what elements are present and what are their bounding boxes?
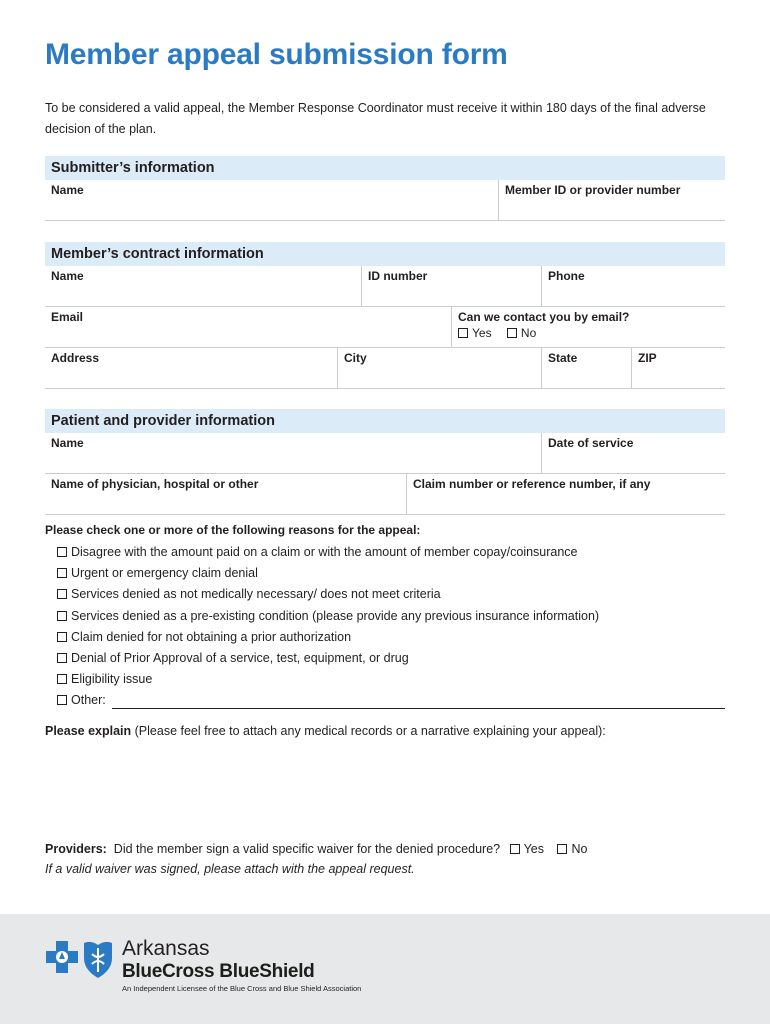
waiver-yes-checkbox[interactable]: [510, 844, 520, 854]
option-label: Yes: [523, 842, 544, 856]
form-row: [45, 474, 725, 515]
reason-checkbox[interactable]: [57, 568, 67, 578]
yes-checkbox[interactable]: [458, 328, 468, 338]
member-name-field[interactable]: [45, 266, 361, 306]
providers-question-text: Did the member sign a valid specific waiver for the denied procedure?: [106, 842, 501, 856]
brand-name: BlueCross BlueShield: [122, 961, 315, 982]
no-option: [507, 326, 542, 340]
reason-checkbox[interactable]: [57, 611, 67, 621]
reason-checkbox[interactable]: [57, 547, 67, 557]
patient-name-field[interactable]: [45, 433, 541, 473]
section-heading: Patient and provider information: [45, 409, 725, 433]
id-number-field[interactable]: [361, 266, 541, 306]
zip-field[interactable]: [631, 348, 725, 388]
address-field[interactable]: [45, 348, 337, 388]
reason-item: [57, 543, 599, 564]
patient-section: [45, 409, 725, 515]
email-field[interactable]: [45, 307, 451, 347]
form-title: Member appeal submission form: [45, 38, 508, 71]
submitter-section: [45, 156, 725, 221]
reason-label: Claim denied for not obtaining a prior authorization: [71, 629, 352, 644]
contact-options: [458, 326, 719, 340]
explain-area[interactable]: [45, 744, 725, 834]
reason-label: Denial of Prior Approval of a service, test, equipment, or drug: [71, 650, 409, 665]
providers-label: Providers:: [45, 842, 107, 856]
field-label: Address: [51, 351, 100, 365]
phone-field[interactable]: [541, 266, 725, 306]
reason-checkbox[interactable]: [57, 674, 67, 684]
form-row: [45, 180, 725, 221]
field-label: Phone: [548, 269, 585, 283]
option-label: No: [520, 326, 537, 340]
reason-label: Eligibility issue: [71, 672, 153, 687]
member-id-field[interactable]: [498, 180, 725, 220]
other-input-line[interactable]: [112, 708, 725, 709]
reasons-title: Please check one or more of the following reasons for the appeal:: [45, 523, 421, 537]
field-label: Member ID or provider number: [505, 183, 681, 197]
field-label: Name: [51, 183, 84, 197]
reason-item: [57, 564, 599, 585]
reason-item: [57, 649, 599, 670]
email-contact-field: [451, 307, 725, 347]
bcbs-logo: [44, 938, 116, 985]
reason-label: Urgent or emergency claim denial: [71, 566, 258, 581]
section-heading: Submitter’s information: [45, 156, 725, 180]
reason-item: [57, 628, 599, 649]
date-of-service-field[interactable]: [541, 433, 725, 473]
waiver-note: If a valid waiver was signed, please attach with the appeal request.: [45, 862, 415, 876]
reason-item: [57, 607, 599, 628]
brand-tagline: An Independent Licensee of the Blue Cross and Blue Shield Association: [122, 984, 362, 993]
field-label: City: [344, 351, 367, 365]
submitter-name-field[interactable]: [45, 180, 498, 220]
reason-checkbox[interactable]: [57, 653, 67, 663]
reason-checkbox[interactable]: [57, 695, 67, 705]
form-row: [45, 433, 725, 474]
yes-option: [458, 326, 498, 340]
form-row: [45, 266, 725, 307]
explain-prompt: [45, 724, 606, 738]
option-label: No: [571, 842, 588, 856]
reason-label: Services denied as not medically necessary/ does not meet criteria: [71, 587, 441, 602]
explain-text: (Please feel free to attach any medical records or a narrative explaining your appeal):: [131, 724, 606, 738]
waiver-no-checkbox[interactable]: [557, 844, 567, 854]
reason-item: [57, 691, 599, 712]
no-checkbox[interactable]: [507, 328, 517, 338]
claim-number-field[interactable]: [406, 474, 725, 514]
field-label: ID number: [368, 269, 428, 283]
field-label: Claim number or reference number, if any: [413, 477, 651, 491]
field-label: Date of service: [548, 436, 634, 450]
field-label: Name: [51, 269, 84, 283]
intro-text: To be considered a valid appeal, the Member Response Coordinator must receive it within 180 days of the final adverse decision of the plan.: [45, 101, 706, 136]
option-label: Yes: [472, 326, 492, 340]
form-row: [45, 307, 725, 348]
brand-region: Arkansas: [122, 937, 210, 960]
waiver-yes-option: [510, 842, 544, 856]
reasons-list: [57, 543, 599, 713]
physician-field[interactable]: [45, 474, 406, 514]
reason-label: Services denied as a pre-existing condition (please provide any previous insurance information): [71, 608, 600, 623]
field-label: Name of physician, hospital or other: [51, 477, 259, 491]
reason-label: Disagree with the amount paid on a claim or with the amount of member copay/coinsurance: [71, 545, 578, 559]
field-label: Email: [51, 310, 84, 324]
contract-section: [45, 242, 725, 389]
field-label: ZIP: [638, 351, 657, 365]
contact-question: Can we contact you by email?: [458, 310, 630, 324]
reason-checkbox[interactable]: [57, 632, 67, 642]
field-label: Name: [51, 436, 84, 450]
city-field[interactable]: [337, 348, 541, 388]
providers-question: [45, 842, 587, 856]
reason-checkbox[interactable]: [57, 589, 67, 599]
field-label: State: [548, 351, 578, 365]
explain-label: Please explain: [45, 724, 132, 738]
cross-shield-icon: [44, 938, 116, 980]
section-heading: Member’s contract information: [45, 242, 725, 266]
state-field[interactable]: [541, 348, 631, 388]
waiver-no-option: [557, 842, 587, 856]
reason-item: [57, 670, 599, 691]
reason-label: Other:: [71, 693, 106, 708]
form-row: [45, 348, 725, 389]
reason-item: [57, 585, 599, 606]
